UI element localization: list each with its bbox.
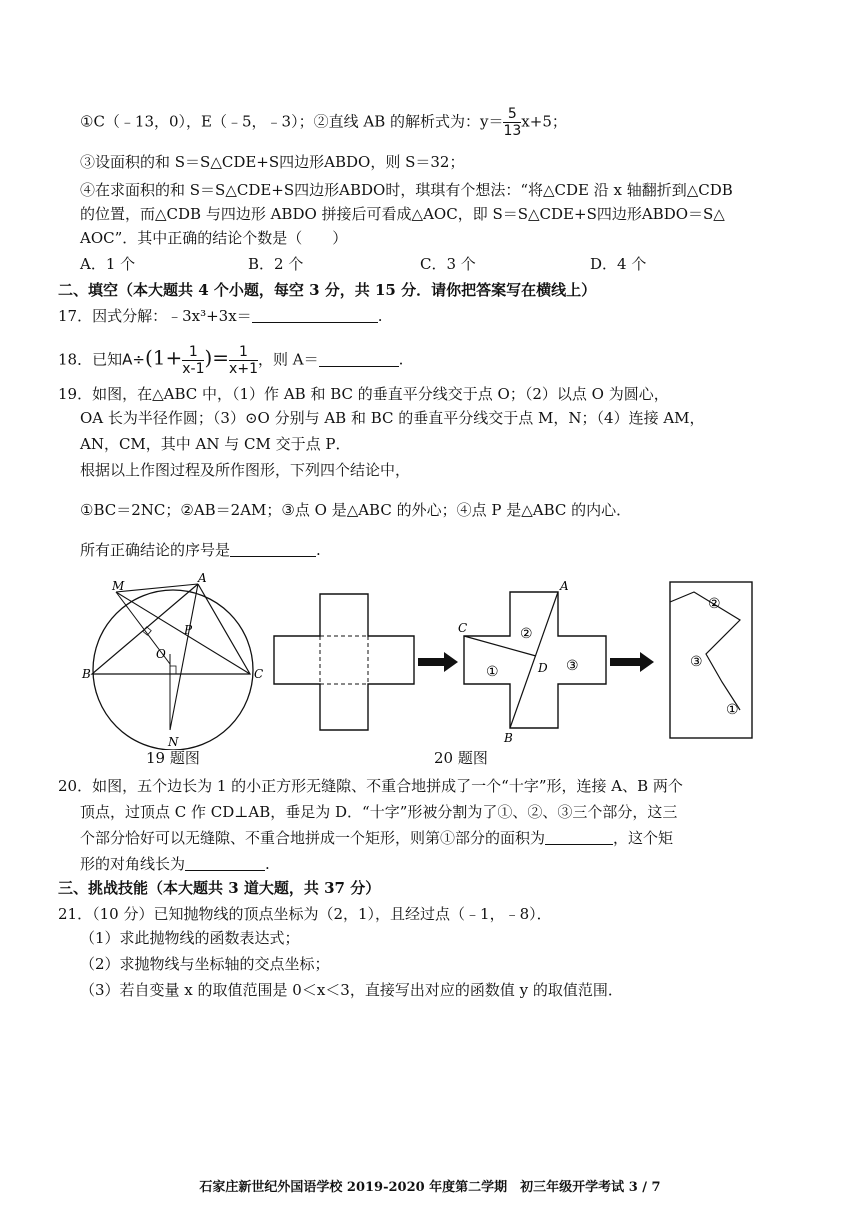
region-2-label: ②	[520, 626, 533, 642]
label-A-fig20: A	[560, 580, 569, 593]
q16-option-d: D．4 个	[590, 255, 647, 273]
section-title-fill-blank: 二、填空（本大题共 4 个小题，每空 3 分，共 15 分．请你把答案写在横线上）	[58, 281, 597, 299]
q18-answer-blank[interactable]	[319, 352, 399, 367]
q20-line2: 顶点，过顶点 C 作 CD⊥AB，垂足为 D．“十字”形被分割为了①、②、③三个部分，这三	[80, 803, 678, 821]
label-A: A	[198, 571, 207, 585]
figure-20-cross-diagram	[270, 580, 770, 760]
label-C-fig20: C	[458, 621, 468, 635]
fraction-5-13: $\frac{5}{13}$	[503, 106, 522, 139]
q16-line1-text: ①C（﹣13，0），E（﹣5，﹣3）；②直线 AB 的解析式为：y＝	[80, 112, 504, 131]
arrow-right-icon	[418, 652, 458, 672]
q16-line2: ③设面积的和 S＝S△CDE+S四边形ABDO，则 S＝32；	[80, 153, 465, 171]
label-P: P	[184, 623, 193, 637]
q16-line5: AOC”．其中正确的结论个数是（ ）	[80, 229, 348, 247]
q16-option-a: A．1 个	[80, 255, 136, 273]
q16-line4: 的位置，而△CDB 与四边形 ABDO 拼接后可看成△AOC，即 S＝S△CDE+S四边形ABDO＝S△	[80, 205, 725, 223]
q18: 18．已知A÷(1+ $\frac{1}{x-1}$ )= $\frac{1}{x+1}$ ，则 A＝ .	[58, 344, 404, 377]
q16-line3: ④在求面积的和 S＝S△CDE+S四边形ABDO时，琪琪有个想法：“将△CDE 沿 x 轴翻折到△CDB	[80, 181, 733, 199]
q19-line5: ①BC＝2NC；②AB＝2AM；③点 O 是△ABC 的外心；④点 P 是△ABC 的内心．	[80, 501, 632, 519]
q20-diagonal-blank[interactable]	[185, 856, 265, 871]
q19-line1: 19．如图，在△ABC 中，（1）作 AB 和 BC 的垂直平分线交于点 O；（2）以点 O 为圆心，	[58, 385, 669, 403]
q20-line1: 20．如图，五个边长为 1 的小正方形无缝隙、不重合地拼成了一个“十字”形，连接 A、B 两个	[58, 777, 683, 795]
figure-19-circle-diagram	[80, 570, 270, 750]
fraction-1-over-x-minus-1: $\frac{1}{x-1}$	[182, 344, 205, 377]
q20-line4: 形的对角线长为 .	[80, 855, 270, 873]
label-B: B	[82, 667, 91, 681]
label-C: C	[254, 667, 264, 681]
q16-option-c: C．3 个	[420, 255, 476, 273]
q17: 17．因式分解：﹣3x³+3x＝ .	[58, 307, 383, 325]
q21-part2: （2）求抛物线与坐标轴的交点坐标；	[80, 955, 330, 973]
region-1-label: ①	[486, 664, 499, 680]
label-M: M	[112, 579, 125, 593]
page-footer: 石家庄新世纪外国语学校 2019-2020 年度第二学期 初三年级开学考试 3 / 7	[199, 1180, 661, 1195]
q21-part1: （1）求此抛物线的函数表达式；	[80, 929, 300, 947]
fraction-1-over-x-plus-1: $\frac{1}{x+1}$	[229, 344, 258, 377]
region-3-label: ③	[566, 658, 579, 674]
q19-line2: OA 长为半径作圆；（3）⊙O 分别与 AB 和 BC 的垂直平分线交于点 M，N；（4）连接 AM，	[80, 409, 705, 427]
section-title-challenge: 三、挑战技能（本大题共 3 道大题，共 37 分）	[58, 879, 381, 897]
q21-part3: （3）若自变量 x 的取值范围是 0＜x＜3，直接写出对应的函数值 y 的取值范围．	[80, 981, 623, 999]
label-N: N	[168, 735, 179, 749]
q20-line3: 个部分恰好可以无缝隙、不重合地拼成一个矩形，则第①部分的面积为 ，这个矩	[80, 829, 674, 847]
q19-line3: AN，CM，其中 AN 与 CM 交于点 P．	[80, 435, 351, 453]
arrow-right-icon-2	[610, 652, 654, 672]
q19-answer-blank[interactable]	[230, 542, 316, 557]
rect-region-1-label: ①	[726, 702, 739, 718]
q17-answer-blank[interactable]	[252, 308, 378, 323]
figure-20-caption: 20 题图	[434, 749, 488, 767]
q19-line6: 所有正确结论的序号是 .	[80, 541, 321, 559]
label-D-fig20: D	[538, 661, 548, 675]
q21-line1: 21．（10 分）已知抛物线的顶点坐标为（2，1），且经过点（﹣1，﹣8）．	[58, 905, 552, 923]
label-O: O	[156, 647, 166, 661]
q19-line4: 根据以上作图过程及所作图形，下列四个结论中，	[80, 461, 411, 479]
q16-option-b: B．2 个	[248, 255, 304, 273]
q20-area-blank[interactable]	[545, 830, 613, 845]
rect-region-3-label: ③	[690, 654, 703, 670]
label-B-fig20: B	[504, 731, 513, 745]
q16-line1: ①C（﹣13，0），E（﹣5，﹣3）；②直线 AB 的解析式为：y＝ $\frac{5}{13}$ x+5；	[80, 106, 567, 139]
figure-19-caption: 19 题图	[146, 749, 200, 767]
rect-region-2-label: ②	[708, 596, 721, 612]
